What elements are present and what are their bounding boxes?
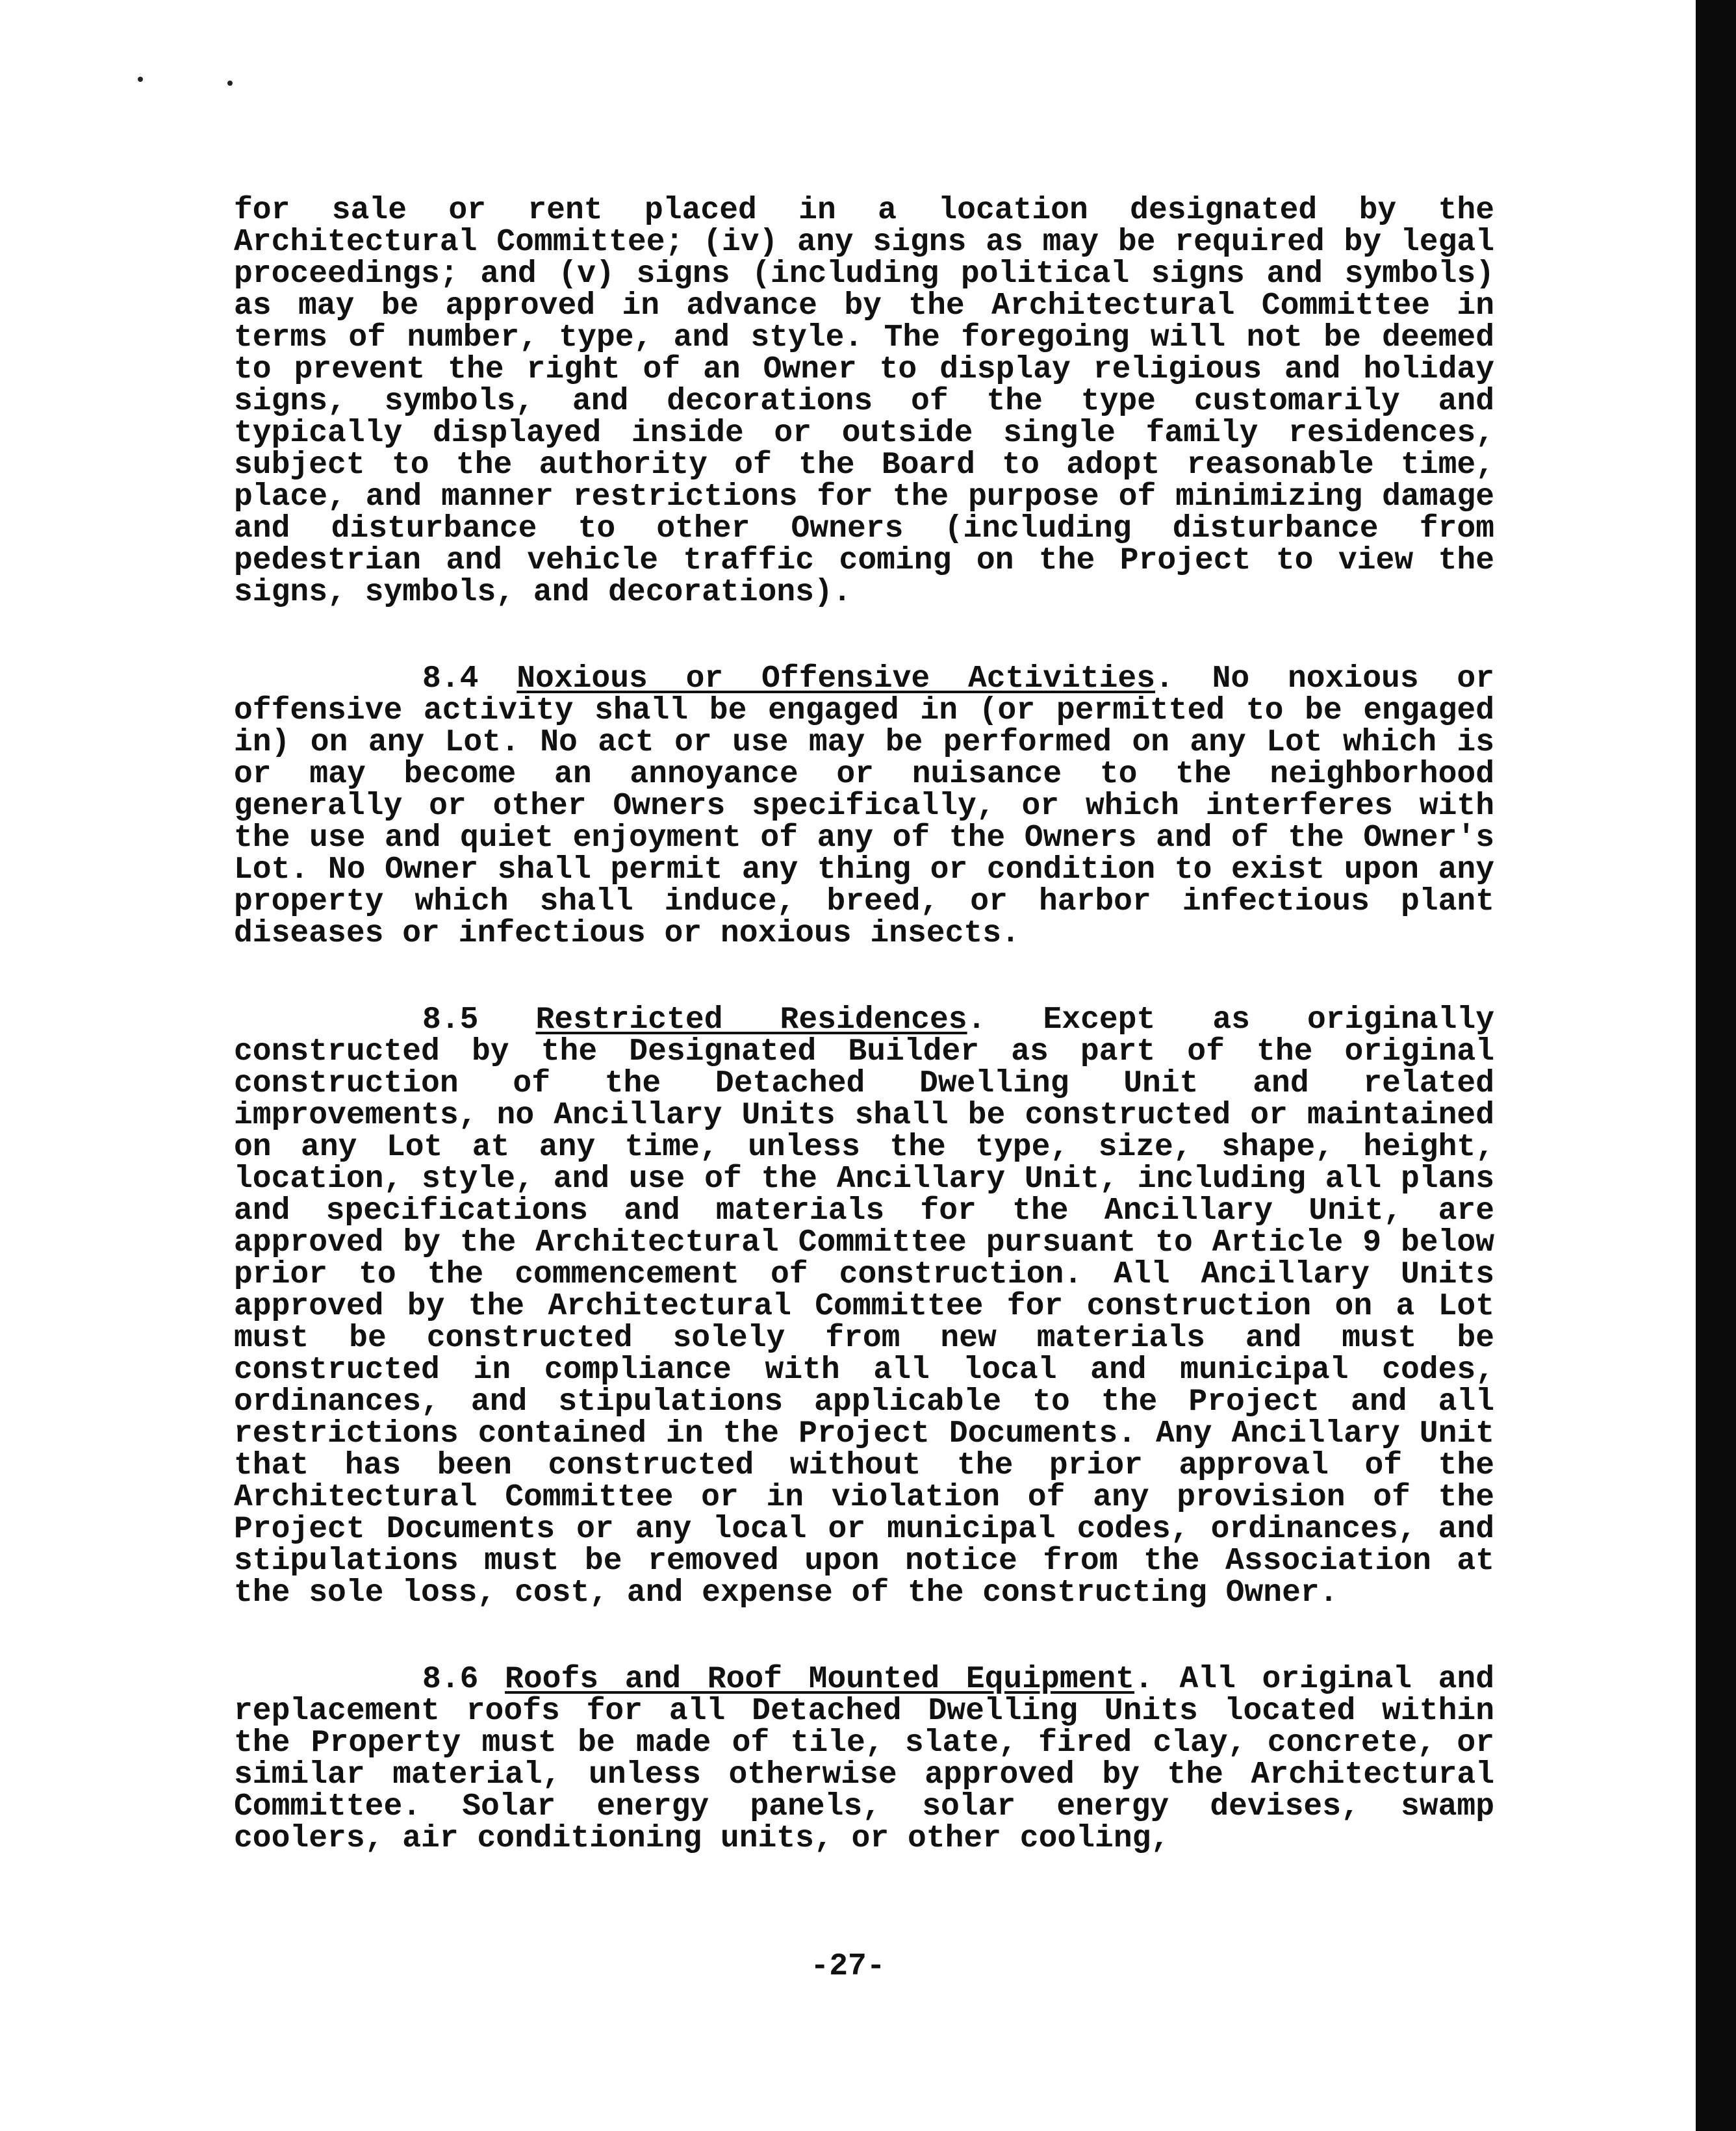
scan-speck: [227, 81, 233, 86]
section-8-4: 8.4 Noxious or Offensive Activities. No noxious or offensive activity shall be engaged in (or permitted to be engaged in) on any Lot. No act or use may be performed on any Lot which is or may become an annoyance or nuisance to the neighborhood generally or other Owners specifically, or which interferes with the use and quiet enjoyment of any of the Owners and of the Owner's Lot. No Owner shall permit any thing or condition to exist upon any property which shall induce, breed, or harbor infectious plant diseases or infectious or noxious insects.: [234, 661, 1495, 951]
intro-paragraph: for sale or rent placed in a location designated by the Architectural Committee; (iv) any signs as may be required by legal proceedings; and (v) signs (including political signs and symbols) as may be approved in advance by the Architectural Committee in terms of number, type, and style. The foregoing will not be deemed to prevent the right of an Owner to display religious and holiday signs, symbols, and decorations of the type customarily and typically displayed inside or outside single family residences, subject to the authority of the Board to adopt reasonable time, place, and manner restrictions for the purpose of minimizing damage and disturbance to other Owners (including disturbance from pedestrian and vehicle traffic coming on the Project to view the signs, symbols, and decorations).: [234, 193, 1494, 610]
section-8-6: 8.6 Roofs and Roof Mounted Equipment. All original and replacement roofs for all Detached Dwelling Units located within the Property must be made of tile, slate, fired clay, concrete, or similar material, unless otherwise approved by the Architectural Committee. Solar energy panels, solar energy devises, swamp coolers, air conditioning units, or other cooling,: [234, 1662, 1495, 1856]
section-text: All original and replacement roofs for all Detached Dwelling Units located within the Property must be made of tile, slate, fired clay, concrete, or similar material, unless otherwise approved by the Architectural Committee. Solar energy panels, solar energy devises, swamp coolers, air conditioning units, or other cooling,: [234, 1662, 1495, 1856]
page-number: -27-: [810, 1949, 886, 1984]
section-text: Except as originally constructed by the Designated Builder as part of the original construction of the Detached Dwelling Unit and related improvements, no Ancillary Units shall be constructed or maintained on any Lot at any time, unless the type, size, shape, height, location, style, and use of the Ancillary Unit, including all plans and specifications and materials for the Ancillary Unit, are approved by the Architectural Committee pursuant to Article 9 below prior to the commencement of construction. All Ancillary Units approved by the Architectural Committee for construction on a Lot must be constructed solely from new materials and must be constructed in compliance with all local and municipal codes, ordinances, and stipulations applicable to the Project and all restrictions contained in the Project Documents. Any Ancillary Unit that has been constructed without the prior approval of the Architectural Committee or in violation of any provision of the Project Documents or any local or municipal codes, ordinances, and stipulations must be removed upon notice from the Association at the sole loss, cost, and expense of the constructing Owner.: [234, 1002, 1495, 1611]
scan-speck: [138, 77, 143, 82]
section-number: 8.6: [422, 1662, 479, 1697]
scan-edge: [1696, 0, 1736, 2131]
section-heading: Noxious or Offensive Activities: [517, 661, 1156, 696]
section-heading: Restricted Residences: [535, 1002, 967, 1038]
section-number: 8.4: [422, 661, 479, 696]
section-heading: Roofs and Roof Mounted Equipment: [505, 1662, 1135, 1697]
section-text: No noxious or offensive activity shall be engaged in (or permitted to be engaged in) on any Lot. No act or use may be performed on any Lot which is or may become an annoyance or nuisance to the neighborhood generally or other Owners specifically, or which interferes with the use and quiet enjoyment of any of the Owners and of the Owner's Lot. No Owner shall permit any thing or condition to exist upon any property which shall induce, breed, or harbor infectious plant diseases or infectious or noxious insects.: [234, 661, 1495, 951]
section-number: 8.5: [422, 1002, 479, 1038]
section-8-5: 8.5 Restricted Residences. Except as originally constructed by the Designated Builder as part of the original construction of the Detached Dwelling Unit and related improvements, no Ancillary Units shall be constructed or maintained on any Lot at any time, unless the type, size, shape, height, location, style, and use of the Ancillary Unit, including all plans and specifications and materials for the Ancillary Unit, are approved by the Architectural Committee pursuant to Article 9 below prior to the commencement of construction. All Ancillary Units approved by the Architectural Committee for construction on a Lot must be constructed solely from new materials and must be constructed in compliance with all local and municipal codes, ordinances, and stipulations applicable to the Project and all restrictions contained in the Project Documents. Any Ancillary Unit that has been constructed without the prior approval of the Architectural Committee or in violation of any provision of the Project Documents or any local or municipal codes, ordinances, and stipulations must be removed upon notice from the Association at the sole loss, cost, and expense of the constructing Owner.: [234, 1002, 1495, 1611]
document-body: [234, 195, 1494, 1909]
